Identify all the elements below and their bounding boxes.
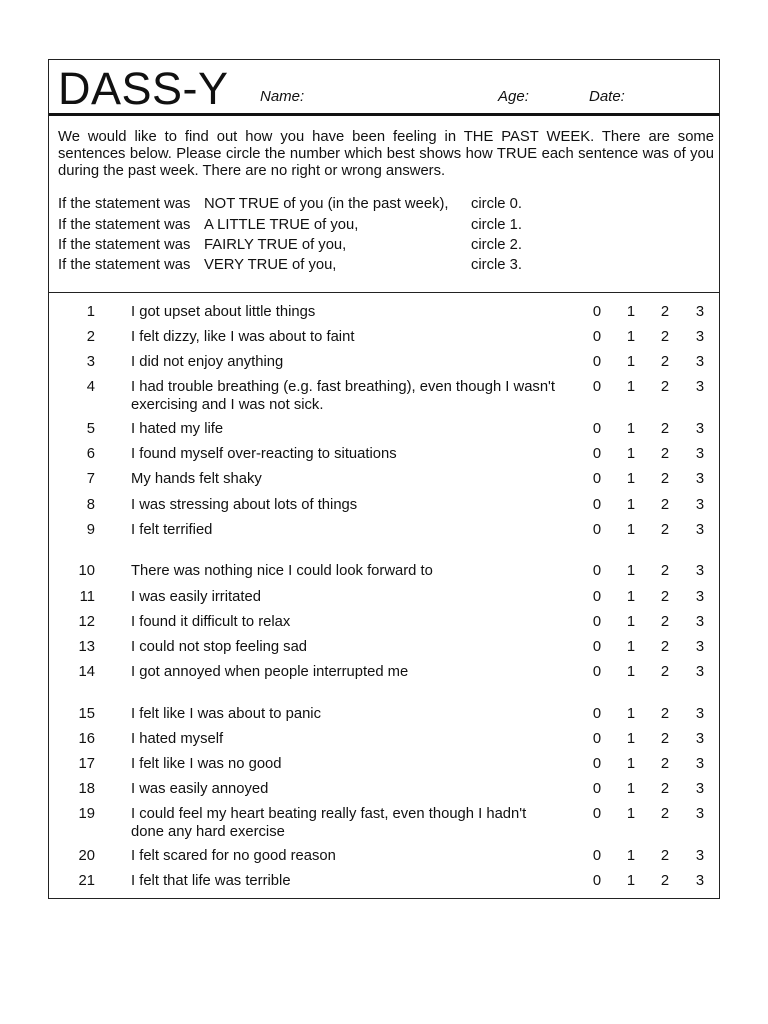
question-text: I got upset about little things [131, 304, 316, 320]
question-number: 18 [78, 781, 95, 797]
answer-option-0[interactable]: 0 [592, 446, 602, 462]
answer-option-3[interactable]: 3 [695, 873, 705, 889]
questionnaire-form [48, 59, 720, 899]
question-number: 7 [86, 471, 95, 487]
answer-option-1[interactable]: 1 [626, 379, 636, 395]
rule-level: NOT TRUE of you (in the past week), [204, 196, 449, 212]
answer-option-1[interactable]: 1 [626, 664, 636, 680]
question-number: 5 [86, 421, 95, 437]
question-number: 11 [79, 589, 95, 605]
response-scale-key [58, 194, 714, 278]
rule-action: circle 0. [471, 196, 522, 212]
answer-option-0[interactable]: 0 [592, 614, 602, 630]
answer-option-3[interactable]: 3 [695, 446, 705, 462]
answer-option-1[interactable]: 1 [626, 639, 636, 655]
answer-option-3[interactable]: 3 [695, 731, 705, 747]
answer-option-2[interactable]: 2 [660, 446, 670, 462]
answer-option-3[interactable]: 3 [695, 563, 705, 579]
question-text: I felt terrified [131, 522, 213, 538]
answer-option-2[interactable]: 2 [660, 379, 670, 395]
answer-option-2[interactable]: 2 [660, 329, 670, 345]
answer-option-3[interactable]: 3 [695, 706, 705, 722]
answer-option-1[interactable]: 1 [626, 304, 636, 320]
answer-option-1[interactable]: 1 [626, 589, 636, 605]
answer-option-1[interactable]: 1 [626, 806, 636, 822]
answer-option-0[interactable]: 0 [592, 806, 602, 822]
rule-prefix: If the statement was [58, 196, 191, 212]
answer-option-1[interactable]: 1 [626, 497, 636, 513]
question-text: I found myself over-reacting to situations [131, 446, 397, 462]
question-text: I found it difficult to relax [131, 614, 291, 630]
answer-option-3[interactable]: 3 [695, 304, 705, 320]
answer-option-3[interactable]: 3 [695, 589, 705, 605]
question-number: 16 [78, 731, 95, 747]
answer-option-0[interactable]: 0 [592, 873, 602, 889]
answer-option-1[interactable]: 1 [626, 522, 636, 538]
answer-option-0[interactable]: 0 [592, 756, 602, 772]
question-text: I was easily annoyed [131, 781, 269, 797]
answer-option-1[interactable]: 1 [626, 421, 636, 437]
question-number: 19 [78, 806, 95, 822]
question-number: 12 [78, 614, 95, 630]
answer-option-3[interactable]: 3 [695, 354, 705, 370]
section-divider [49, 292, 719, 293]
answer-option-3[interactable]: 3 [695, 781, 705, 797]
rule-level: A LITTLE TRUE of you, [204, 217, 359, 233]
answer-option-2[interactable]: 2 [660, 614, 670, 630]
question-number: 15 [78, 706, 95, 722]
answer-option-1[interactable]: 1 [626, 446, 636, 462]
question-number: 21 [78, 873, 95, 889]
answer-option-3[interactable]: 3 [695, 756, 705, 772]
question-number: 10 [78, 563, 95, 579]
answer-option-2[interactable]: 2 [660, 756, 670, 772]
answer-option-1[interactable]: 1 [626, 563, 636, 579]
intro-paragraph: We would like to find out how you have been feeling in THE PAST WEEK. There are some sentences below. Please circle the number which best shows how TRUE each sentence was of you during the past week. There are no right or wrong answers. [58, 129, 714, 179]
answer-option-2[interactable]: 2 [660, 304, 670, 320]
answer-option-0[interactable]: 0 [592, 329, 602, 345]
answer-option-0[interactable]: 0 [592, 471, 602, 487]
question-text: I hated myself [131, 731, 224, 747]
answer-option-3[interactable]: 3 [695, 806, 705, 822]
answer-option-0[interactable]: 0 [592, 781, 602, 797]
question-text: I had trouble breathing (e.g. fast breathing), even though I wasn't exercising and I was not sick. [131, 379, 555, 413]
answer-option-0[interactable]: 0 [592, 664, 602, 680]
answer-option-2[interactable]: 2 [660, 589, 670, 605]
answer-option-3[interactable]: 3 [695, 497, 705, 513]
question-number: 4 [86, 379, 95, 395]
question-text: My hands felt shaky [131, 471, 262, 487]
question-text: I could not stop feeling sad [131, 639, 308, 655]
question-number: 14 [78, 664, 95, 680]
answer-option-3[interactable]: 3 [695, 421, 705, 437]
question-number: 6 [86, 446, 95, 462]
answer-option-2[interactable]: 2 [660, 421, 670, 437]
question-text: I was stressing about lots of things [131, 497, 358, 513]
answer-option-2[interactable]: 2 [660, 781, 670, 797]
answer-option-2[interactable]: 2 [660, 848, 670, 864]
form-title: DASS-Y [58, 63, 229, 114]
question-number: 3 [86, 354, 95, 370]
question-text: There was nothing nice I could look forward to [131, 563, 433, 579]
question-text: I got annoyed when people interrupted me [131, 664, 409, 680]
answer-option-0[interactable]: 0 [592, 304, 602, 320]
question-text: I felt that life was terrible [131, 873, 291, 889]
answer-option-3[interactable]: 3 [695, 639, 705, 655]
age-field-label[interactable]: Age: [498, 88, 529, 105]
rule-action: circle 1. [471, 217, 522, 233]
question-text: I felt scared for no good reason [131, 848, 336, 864]
question-text: I was easily irritated [131, 589, 261, 605]
question-number: 20 [78, 848, 95, 864]
answer-option-2[interactable]: 2 [660, 471, 670, 487]
question-number: 1 [86, 304, 95, 320]
question-number: 13 [78, 639, 95, 655]
answer-option-3[interactable]: 3 [695, 522, 705, 538]
answer-option-2[interactable]: 2 [660, 731, 670, 747]
answer-option-2[interactable]: 2 [660, 522, 670, 538]
rule-action: circle 3. [471, 257, 522, 273]
answer-option-1[interactable]: 1 [626, 706, 636, 722]
answer-option-3[interactable]: 3 [695, 471, 705, 487]
date-field-label[interactable]: Date: [589, 88, 625, 105]
question-text: I felt dizzy, like I was about to faint [131, 329, 355, 345]
answer-option-1[interactable]: 1 [626, 354, 636, 370]
answer-option-0[interactable]: 0 [592, 354, 602, 370]
answer-option-2[interactable]: 2 [660, 806, 670, 822]
question-number: 17 [78, 756, 95, 772]
answer-option-1[interactable]: 1 [626, 471, 636, 487]
answer-option-1[interactable]: 1 [626, 329, 636, 345]
answer-option-3[interactable]: 3 [695, 379, 705, 395]
answer-option-1[interactable]: 1 [626, 731, 636, 747]
answer-option-3[interactable]: 3 [695, 329, 705, 345]
answer-option-1[interactable]: 1 [626, 781, 636, 797]
answer-option-2[interactable]: 2 [660, 497, 670, 513]
instructions [58, 129, 714, 180]
answer-option-1[interactable]: 1 [626, 848, 636, 864]
answer-option-1[interactable]: 1 [626, 614, 636, 630]
answer-option-2[interactable]: 2 [660, 639, 670, 655]
answer-option-0[interactable]: 0 [592, 639, 602, 655]
answer-option-0[interactable]: 0 [592, 706, 602, 722]
answer-option-0[interactable]: 0 [592, 379, 602, 395]
answer-option-2[interactable]: 2 [660, 873, 670, 889]
answer-option-0[interactable]: 0 [592, 497, 602, 513]
rule-prefix: If the statement was [58, 257, 191, 273]
answer-option-0[interactable]: 0 [592, 563, 602, 579]
rule-action: circle 2. [471, 237, 522, 253]
rule-level: VERY TRUE of you, [204, 257, 337, 273]
answer-option-2[interactable]: 2 [660, 664, 670, 680]
name-field-label[interactable]: Name: [260, 88, 305, 105]
answer-option-0[interactable]: 0 [592, 731, 602, 747]
answer-option-3[interactable]: 3 [695, 614, 705, 630]
answer-option-0[interactable]: 0 [592, 421, 602, 437]
answer-option-0[interactable]: 0 [592, 848, 602, 864]
rule-level: FAIRLY TRUE of you, [204, 237, 347, 253]
form-header [49, 60, 719, 116]
question-text: I did not enjoy anything [131, 354, 284, 370]
question-text: I felt like I was about to panic [131, 706, 321, 722]
question-text: I hated my life [131, 421, 224, 437]
answer-option-2[interactable]: 2 [660, 354, 670, 370]
answer-option-3[interactable]: 3 [695, 664, 705, 680]
answer-option-0[interactable]: 0 [592, 522, 602, 538]
rule-prefix: If the statement was [58, 237, 191, 253]
rule-prefix: If the statement was [58, 217, 191, 233]
question-number: 2 [86, 329, 95, 345]
question-text: I felt like I was no good [131, 756, 282, 772]
answer-option-0[interactable]: 0 [592, 589, 602, 605]
question-number: 9 [86, 522, 95, 538]
answer-option-1[interactable]: 1 [626, 756, 636, 772]
answer-option-2[interactable]: 2 [660, 706, 670, 722]
answer-option-2[interactable]: 2 [660, 563, 670, 579]
answer-option-3[interactable]: 3 [695, 848, 705, 864]
answer-option-1[interactable]: 1 [626, 873, 636, 889]
question-number: 8 [86, 497, 95, 513]
question-text: I could feel my heart beating really fast, even though I hadn't done any hard exercise [131, 806, 527, 840]
